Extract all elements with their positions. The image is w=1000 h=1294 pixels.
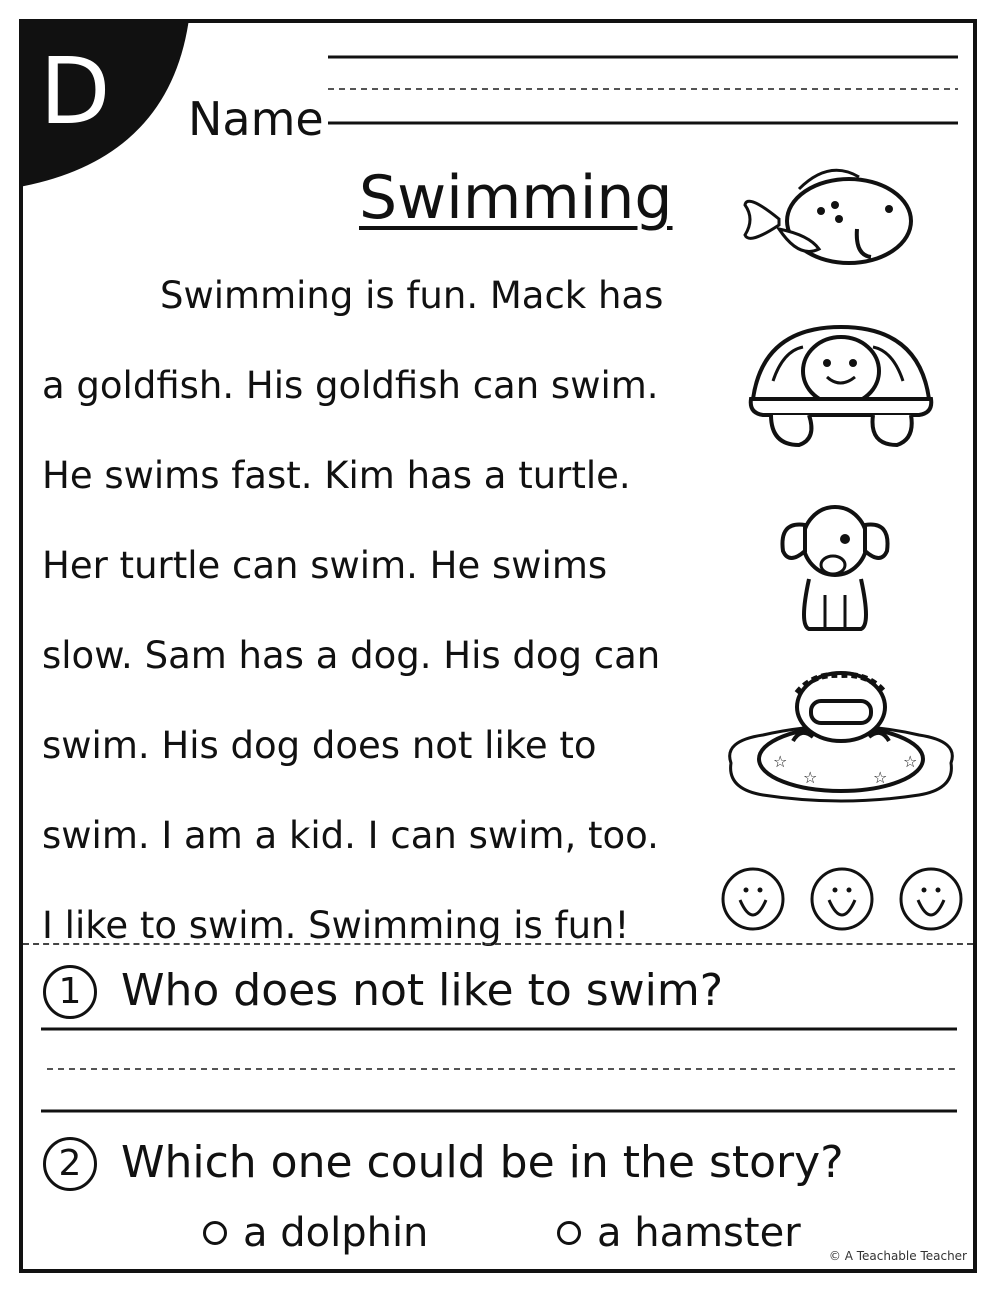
name-label: Name (188, 92, 324, 146)
question-number: 1 (43, 965, 97, 1019)
dog-icon (775, 495, 895, 635)
story-line: a goldfish. His goldfish can swim. (42, 364, 659, 407)
self-rating-faces[interactable] (720, 866, 965, 932)
level-badge (19, 19, 207, 187)
choice-hamster[interactable] (557, 1209, 801, 1257)
svg-text:☆: ☆ (803, 768, 818, 787)
turtle-icon (743, 321, 939, 451)
name-writing-lines[interactable] (328, 49, 958, 127)
question-text: Who does not like to swim? (121, 965, 724, 1016)
story-line: Swimming is fun. Mack has (160, 274, 664, 317)
answer-writing-lines[interactable] (41, 1025, 957, 1115)
story-text (42, 251, 722, 971)
level-letter: D (39, 38, 111, 145)
question-number: 2 (43, 1137, 97, 1191)
choice-label: a hamster (597, 1210, 801, 1256)
smiley-face-icon[interactable] (812, 869, 872, 929)
svg-text:☆: ☆ (773, 752, 788, 771)
radio-bubble-icon[interactable] (203, 1221, 227, 1245)
story-line: Her turtle can swim. He swims (42, 544, 608, 587)
choice-label: a dolphin (243, 1210, 429, 1256)
kid-swimming-icon (723, 671, 959, 805)
choice-dolphin[interactable] (203, 1209, 428, 1257)
story-line: slow. Sam has a dog. His dog can (42, 634, 661, 677)
fish-icon (739, 159, 917, 271)
story-line: swim. I am a kid. I can swim, too. (42, 814, 659, 857)
svg-text:☆: ☆ (903, 752, 918, 771)
copyright-notice: © A Teachable Teacher (828, 1249, 967, 1263)
question-text: Which one could be in the story? (121, 1137, 844, 1188)
story-line: I like to swim. Swimming is fun! (42, 904, 630, 947)
story-line: swim. His dog does not like to (42, 724, 597, 767)
smiley-face-icon[interactable] (901, 869, 961, 929)
section-divider (23, 943, 973, 945)
story-title: Swimming (359, 163, 673, 233)
worksheet (19, 19, 977, 1273)
svg-text:☆: ☆ (873, 768, 888, 787)
story-line: He swims fast. Kim has a turtle. (42, 454, 631, 497)
radio-bubble-icon[interactable] (557, 1221, 581, 1245)
smiley-face-icon[interactable] (723, 869, 783, 929)
